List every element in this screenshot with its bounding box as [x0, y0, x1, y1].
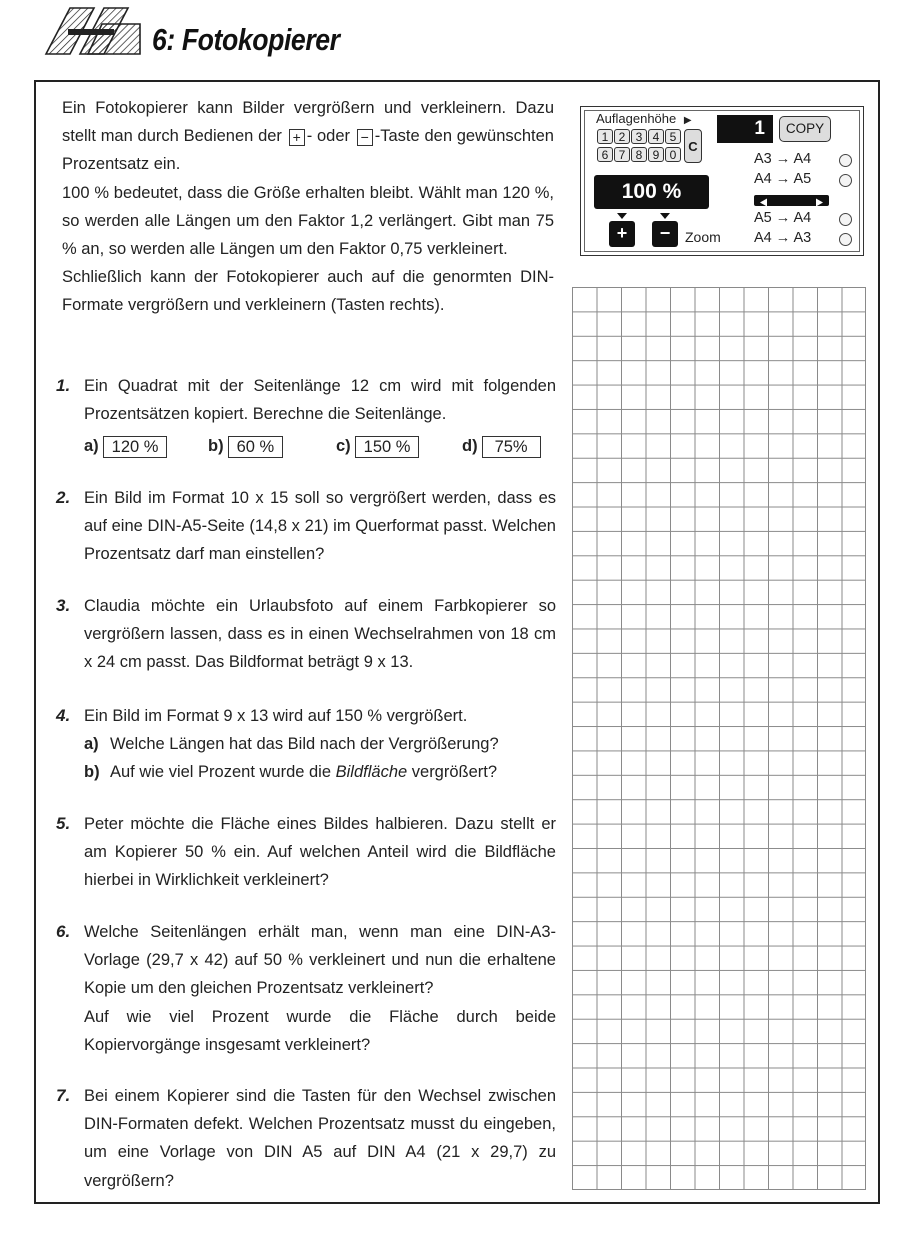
format-from: A4: [754, 230, 772, 246]
format-from: A5: [754, 210, 772, 226]
intro-text-segment: -Taste den gewünschten Prozentsatz ein.: [62, 127, 554, 174]
double-arrow-icon: [754, 197, 829, 208]
copier-key-4[interactable]: 4: [648, 129, 664, 144]
format-to: A4: [793, 210, 812, 226]
option-label: a): [84, 437, 99, 456]
copier-panel: [580, 106, 864, 256]
percent-display: 100 %: [594, 175, 709, 209]
task-4: [56, 702, 556, 787]
format-lamp-icon[interactable]: [839, 213, 852, 226]
task-text: Ein Bild im Format 9 x 13 wird auf 150 % vergrößert.: [84, 707, 468, 725]
option-label: d): [462, 437, 478, 456]
format-option-a4-a3[interactable]: [754, 230, 811, 246]
option-value: 150 %: [355, 436, 420, 458]
task-3: [56, 592, 556, 677]
format-lamp-icon[interactable]: [839, 233, 852, 246]
arrow-right-icon: →: [775, 210, 791, 226]
copier-key-6[interactable]: 6: [597, 147, 613, 162]
copier-key-3[interactable]: 3: [631, 129, 647, 144]
auflage-label: [596, 111, 692, 126]
subitem-emphasis: Bildfläche: [335, 763, 408, 782]
task-6: [56, 918, 556, 1059]
task-number: 5.: [56, 814, 71, 833]
minus-button[interactable]: −: [652, 221, 678, 247]
option-value: 120 %: [103, 436, 168, 458]
grid-paper: [572, 287, 866, 1190]
page-title: 6: Fotokopierer: [152, 22, 340, 57]
double-arrow-bar-icon: [754, 195, 829, 206]
format-lamp-icon[interactable]: [839, 174, 852, 187]
task-option: [336, 432, 462, 460]
subitem-label: b): [84, 763, 100, 782]
option-value: 60 %: [228, 436, 284, 458]
format-lamp-icon[interactable]: [839, 154, 852, 167]
copier-key-0[interactable]: 0: [665, 147, 681, 162]
subitem-text-segment: vergrößert?: [411, 763, 498, 782]
format-from: A4: [754, 171, 772, 187]
format-to: A3: [793, 230, 812, 246]
subitem-text: [110, 758, 497, 786]
copier-key-7[interactable]: 7: [614, 147, 630, 162]
format-to: A4: [793, 151, 812, 167]
task-text-2: Auf wie viel Prozent wurde die Fläche durch beide Kopiervorgänge insgesamt verkleinert?: [84, 1007, 556, 1054]
task-1: [56, 372, 556, 461]
task-number: 6.: [56, 922, 71, 941]
triangle-right-icon: ▶: [683, 115, 692, 126]
copy-button[interactable]: COPY: [779, 116, 831, 142]
task-option: [84, 432, 208, 460]
format-option-a3-a4[interactable]: [754, 151, 811, 167]
option-value: 75%: [482, 436, 541, 458]
intro-text: [62, 94, 554, 320]
minus-key-icon: −: [357, 129, 373, 146]
intro-text-segment: - oder: [306, 127, 350, 146]
task-text: Claudia möchte ein Urlaubsfoto auf einem Farbkopierer so vergrößern lassen, dass es in einen Wechselrahmen von 18 cm x 24 cm passt. Das Bildformat beträgt 9 x 13.: [84, 597, 556, 672]
plus-key-icon: +: [289, 129, 305, 146]
copy-count-display: 1: [717, 115, 773, 143]
intro-text-segment: Ein Fotokopierer kann Bilder vergrößern und verkleinern. Dazu stellt man durch Bedienen der: [62, 99, 554, 146]
copier-key-9[interactable]: 9: [648, 147, 664, 162]
arrow-right-icon: →: [775, 230, 791, 246]
task-subitem: [84, 758, 556, 786]
format-from: A3: [754, 151, 772, 167]
task-option: [462, 432, 541, 460]
task-text: Bei einem Kopierer sind die Tasten für den Wechsel zwischen DIN-Formaten defekt. Welchen Prozentsatz musst du eingeben, um eine Vorlage von DIN A5 auf DIN A4 (21 x 29,7) zu vergrößern?: [84, 1087, 556, 1190]
copier-clear-key[interactable]: C: [684, 129, 702, 163]
auflage-label-text: Auflagenhöhe: [596, 111, 677, 126]
format-option-a4-a5[interactable]: [754, 171, 811, 187]
task-number: 3.: [56, 596, 71, 615]
intro-paragraph-1: [62, 94, 554, 179]
task-5: [56, 810, 556, 895]
copier-key-1[interactable]: 1: [597, 129, 613, 144]
copier-key-2[interactable]: 2: [614, 129, 630, 144]
intro-paragraph-2: 100 % bedeutet, dass die Größe erhalten bleibt. Wählt man 120 %, so werden alle Längen um den Faktor 1,2 verlängert. Gibt man 75 % an, so werden alle Längen um den Faktor 0,75 verkleinert.: [62, 183, 554, 259]
task-text: Ein Bild im Format 10 x 15 soll so vergrößert werden, dass es auf eine DIN-A5-Seite (14,8 x 21) im Querformat passt. Welchen Prozentsatz darf man einstellen?: [84, 489, 556, 564]
format-to: A5: [793, 171, 812, 187]
zoom-label: Zoom: [685, 229, 721, 245]
option-label: c): [336, 437, 351, 456]
hatched-pen-icon: [44, 2, 148, 58]
copier-key-5[interactable]: 5: [665, 129, 681, 144]
subitem-text: Welche Längen hat das Bild nach der Vergrößerung?: [110, 735, 499, 754]
task-number: 1.: [56, 376, 71, 395]
subitem-label: a): [84, 735, 99, 754]
task-subitem: [84, 730, 556, 758]
task-option: [208, 432, 336, 460]
task-number: 7.: [56, 1086, 71, 1105]
plus-button[interactable]: +: [609, 221, 635, 247]
task-number: 4.: [56, 706, 71, 725]
format-option-a5-a4[interactable]: [754, 210, 811, 226]
intro-paragraph-3: Schließlich kann der Fotokopierer auch auf die genormten DIN-Formate vergrößern und verkleinern (Tasten rechts).: [62, 268, 554, 315]
task-options: [84, 432, 556, 460]
arrow-right-icon: →: [775, 171, 791, 187]
task-subitems: [84, 730, 556, 786]
task-number: 2.: [56, 488, 71, 507]
task-7: [56, 1082, 556, 1195]
triangle-down-icon: [660, 213, 670, 219]
task-text: Peter möchte die Fläche eines Bildes halbieren. Dazu stellt er am Kopierer 50 % ein. Auf welchen Anteil wird die Bildfläche hierbei in Wirklichkeit verkleinert?: [84, 815, 556, 890]
subitem-text-segment: Auf wie viel Prozent wurde die: [110, 763, 332, 782]
triangle-down-icon: [617, 213, 627, 219]
arrow-right-icon: →: [775, 151, 791, 167]
copier-key-8[interactable]: 8: [631, 147, 647, 162]
task-text: Welche Seitenlängen erhält man, wenn man eine DIN-A3-Vorlage (29,7 x 42) auf 50 % verkleinert und nun die erhaltene Kopie um den gleichen Prozentsatz verkleinert?: [84, 923, 556, 998]
task-text: Ein Quadrat mit der Seitenlänge 12 cm wird mit folgenden Prozentsätzen kopiert. Berechne die Seitenlänge.: [84, 377, 556, 424]
task-2: [56, 484, 556, 569]
option-label: b): [208, 437, 224, 456]
